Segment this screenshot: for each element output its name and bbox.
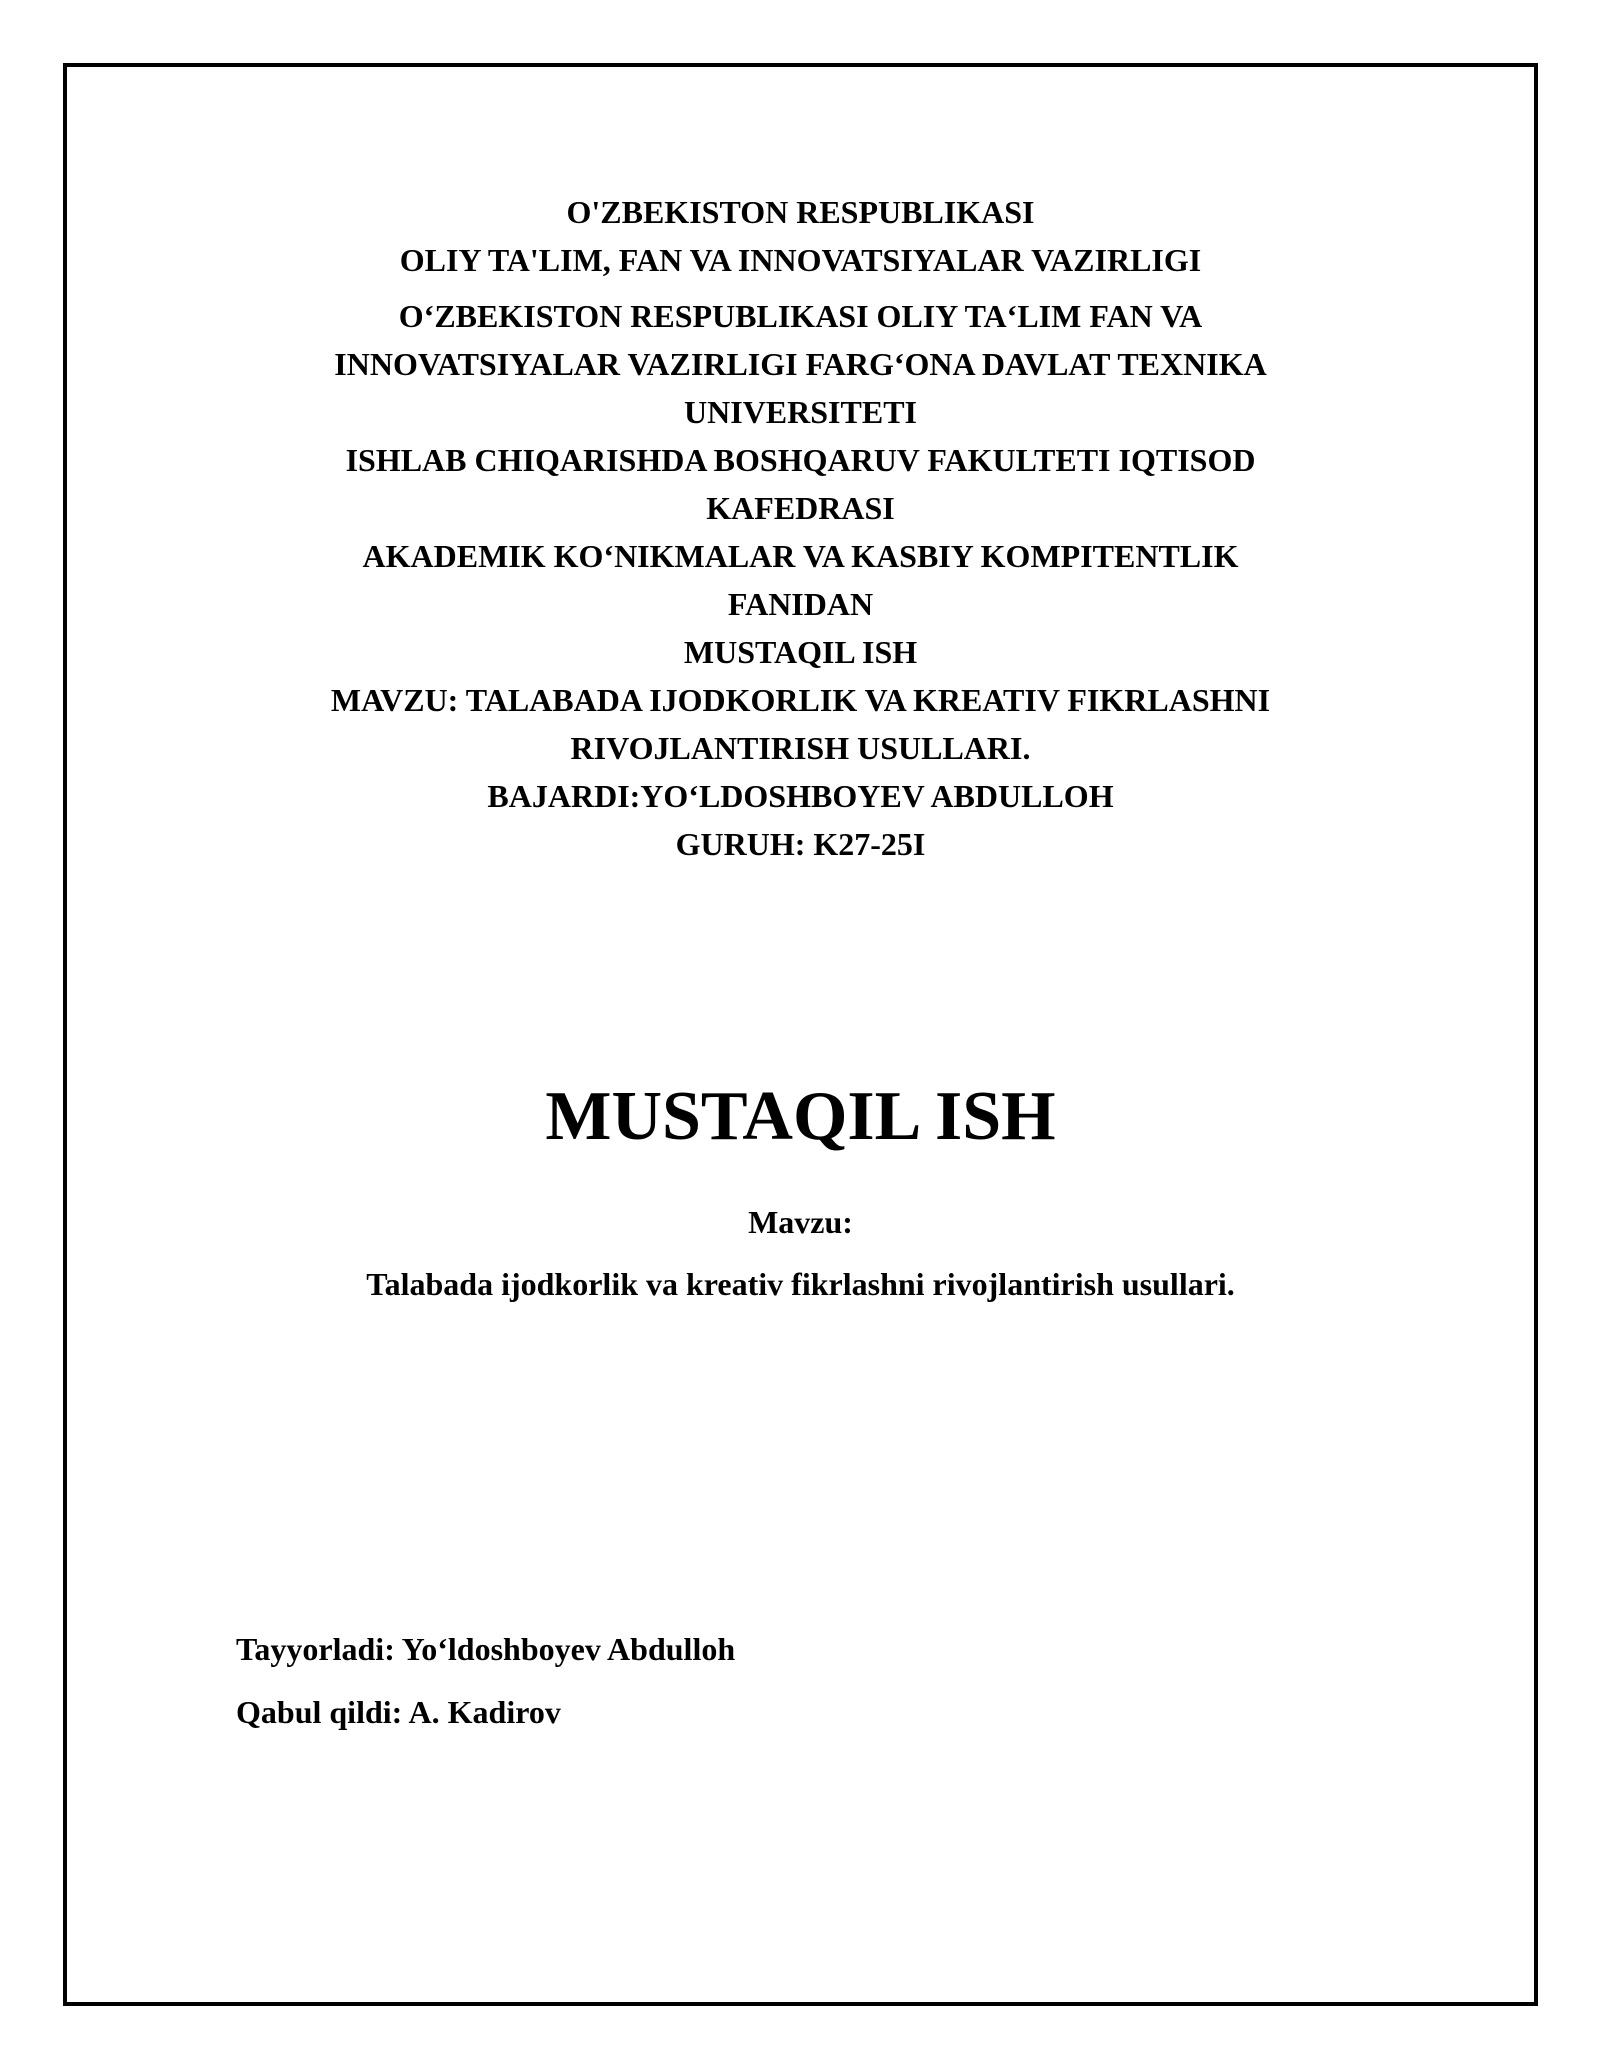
accepted-by: Qabul qildi: A. Kadirov: [236, 1694, 561, 1730]
header-line-university: UNIVERSITETI: [684, 394, 917, 430]
topic-label: Mavzu:: [748, 1204, 853, 1240]
header-block: [63, 188, 1538, 868]
header-line-subject-1: AKADEMIK KO‘NIKMALAR VA KASBIY KOMPITENTLIK: [362, 538, 1239, 574]
header-line-institution-2: INNOVATSIYALAR VAZIRLIGI FARG‘ONA DAVLAT TEXNIKA: [334, 346, 1267, 382]
header-line-country: O'ZBEKISTON RESPUBLIKASI: [566, 194, 1035, 230]
header-line-work-type: MUSTAQIL ISH: [683, 634, 918, 670]
header-line-ministry: OLIY TA'LIM, FAN VA INNOVATSIYALAR VAZIRLIGI: [399, 242, 1202, 278]
header-line-topic-1: MAVZU: TALABADA IJODKORLIK VA KREATIV FIKRLASHNI: [330, 682, 1271, 718]
header-line-department: KAFEDRASI: [706, 490, 895, 526]
prepared-by: Tayyorladi: Yo‘ldoshboyev Abdulloh: [236, 1631, 736, 1667]
header-spacer: [63, 284, 1538, 292]
document-title: MUSTAQIL ISH: [545, 1078, 1056, 1155]
header-line-topic-2: RIVOJLANTIRISH USULLARI.: [570, 730, 1031, 766]
header-line-institution-1: O‘ZBEKISTON RESPUBLIKASI OLIY TA‘LIM FAN VA: [398, 298, 1203, 334]
header-line-group: GURUH: K27-25I: [675, 826, 926, 862]
topic-text: Talabada ijodkorlik va kreativ fikrlashni rivojlantirish usullari.: [366, 1266, 1235, 1302]
header-line-subject-2: FANIDAN: [727, 586, 874, 622]
header-line-author: BAJARDI:YO‘LDOSHBOYEV ABDULLOH: [487, 778, 1114, 814]
header-line-faculty: ISHLAB CHIQARISHDA BOSHQARUV FAKULTETI IQTISOD: [345, 442, 1256, 478]
